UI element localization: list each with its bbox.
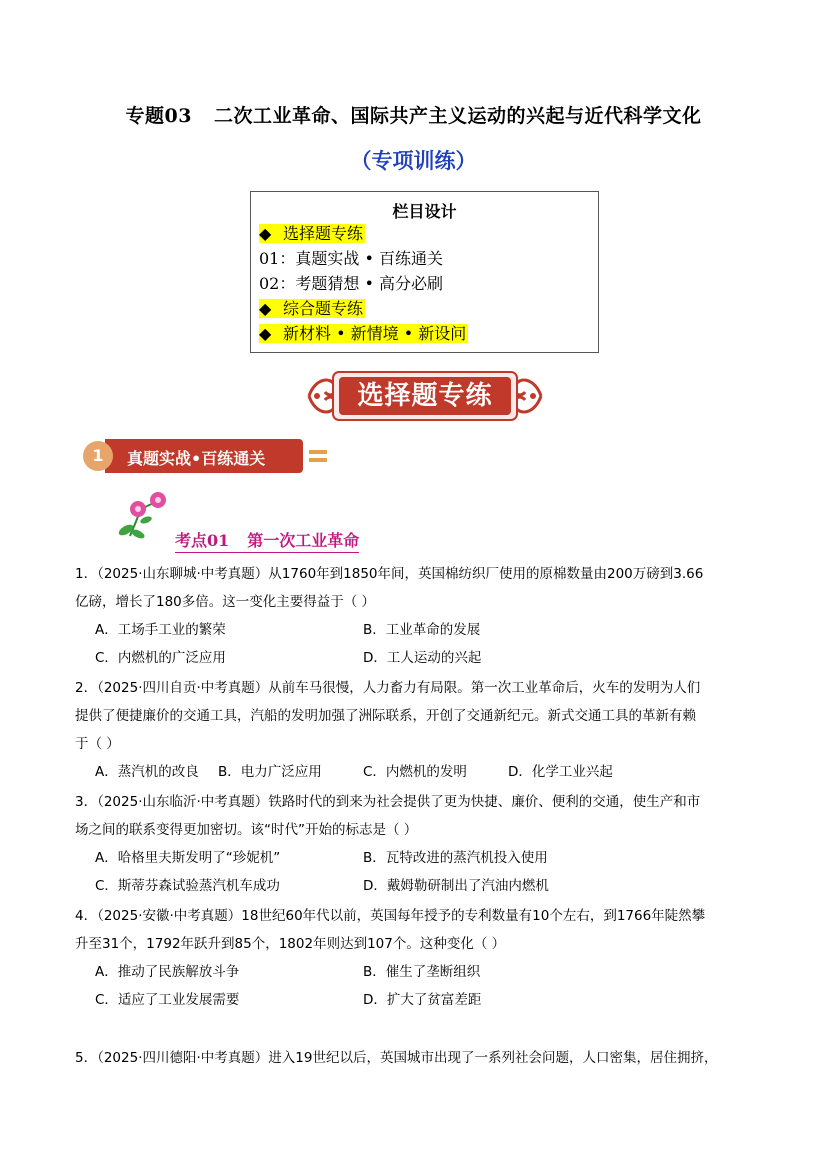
diamond-bullet-icon: ◆ [259,224,272,243]
question-line: 提供了便捷廉价的交通工具，汽船的发明加强了洲际联系，开创了交通新纪元。新式交通工具的革新有赖 [75,708,696,724]
question-line: 1．（2025·山东聊城·中考真题）从1760年到1850年间，英国棉纺织厂使用的原棉数量由200万磅到3.66 [75,566,704,582]
section-banner [305,368,545,424]
question-2 [75,674,755,758]
option-b[interactable]: B．工业革命的发展 [363,622,481,638]
question-line: 于（ ） [75,736,120,752]
option-d[interactable]: D．化学工业兴起 [508,764,613,780]
option-c[interactable]: C．适应了工业发展需要 [95,992,240,1008]
option-c[interactable]: C．内燃机的发明 [363,764,467,780]
question-line: 3．（2025·山东临沂·中考真题）铁路时代的到来为社会提供了更为快捷、廉价、便利的交通，使生产和市 [75,794,701,810]
question-1 [75,560,755,616]
question-line: 4．（2025·安徽·中考真题）18世纪60年代以前，英国每年授予的专利数量有10个左右，到1766年陡然攀 [75,908,706,924]
option-d[interactable]: D．戴姆勒研制出了汽油内燃机 [363,878,549,894]
option-d[interactable]: D．工人运动的兴起 [363,650,482,666]
option-b[interactable]: B．瓦特改进的蒸汽机投入使用 [363,850,548,866]
toc-item: 02：考题猜想 • 高分必刷 [259,274,443,293]
option-c[interactable]: C．斯蒂芬森试验蒸汽机车成功 [95,878,280,894]
option-d[interactable]: D．扩大了贫富差距 [363,992,482,1008]
toc-heading: 栏目设计 [392,202,457,221]
page-subtitle: （专项训练） [350,148,477,173]
flower-icon [116,490,172,542]
toc-box [250,191,599,353]
page-title [0,101,827,128]
diamond-bullet-icon: ◆ [259,324,272,343]
toc-item: ◆ 综合题专练 [259,299,364,318]
question-5 [75,1044,755,1072]
toc-item: ◆ 新材料 • 新情境 • 新设问 [259,324,467,343]
kaodian-title: 第一次工业革命 [247,531,360,550]
question-line: 升至31个，1792年跃升到85个，1802年则达到107个。这种变化（ ） [75,936,506,952]
option-a[interactable]: A．蒸汽机的改良 [95,764,199,780]
toc-item: 01：真题实战 • 百练通关 [259,249,443,268]
option-b[interactable]: B．电力广泛应用 [218,764,322,780]
kaodian-heading [175,528,359,553]
title-prefix: 专题03 [125,105,192,127]
section-tag [83,437,327,475]
kaodian-label: 考点01 [175,531,230,550]
option-a[interactable]: A．推动了民族解放斗争 [95,964,240,980]
question-line: 5．（2025·四川德阳·中考真题）进入19世纪以后，英国城市出现了一系列社会问题，人口密集，居住拥挤， [75,1050,718,1066]
question-line: 场之间的联系变得更加密切。该“时代”开始的标志是（ ） [75,822,418,838]
question-line: 2．（2025·四川自贡·中考真题）从前车马很慢，人力畜力有局限。第一次工业革命后，火车的发明为人们 [75,680,701,696]
question-3 [75,788,755,844]
banner-text: 选择题专练 [357,381,493,411]
question-4 [75,902,755,958]
section-number: 1 [83,441,113,471]
section-tag-label: 真题实战•百练通关 [127,449,266,468]
option-b[interactable]: B．催生了垄断组织 [363,964,481,980]
diamond-bullet-icon: ◆ [259,299,272,318]
option-c[interactable]: C．内燃机的广泛应用 [95,650,226,666]
option-a[interactable]: A．工场手工业的繁荣 [95,622,226,638]
title-main: 二次工业革命、国际共产主义运动的兴起与近代科学文化 [213,105,702,127]
question-line: 亿磅，增长了180多倍。这一变化主要得益于（ ） [75,594,376,610]
option-a[interactable]: A．哈格里夫斯发明了“珍妮机” [95,850,281,866]
toc-item: ◆ 选择题专练 [259,224,364,243]
